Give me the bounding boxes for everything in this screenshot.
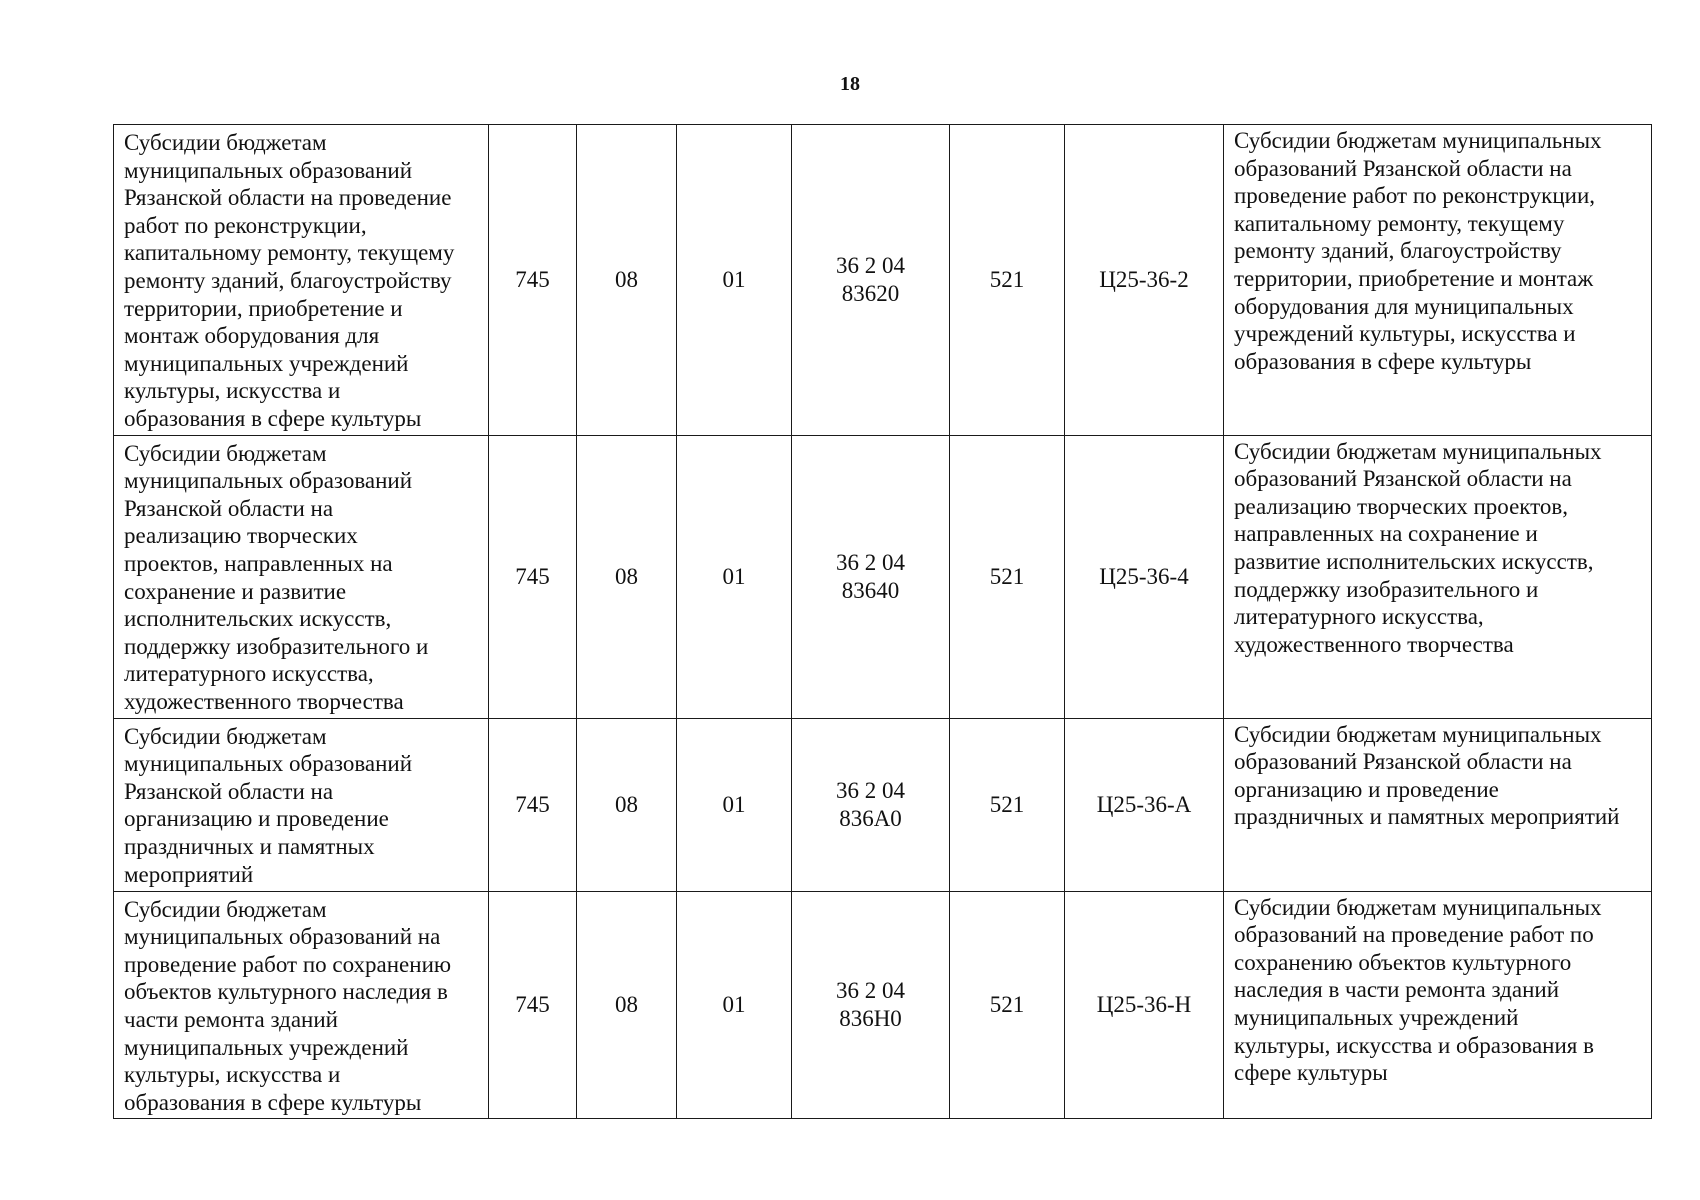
table-row bbox=[114, 891, 1652, 1119]
purpose-code-cell: Ц25-36-2 bbox=[1065, 125, 1224, 436]
table-row bbox=[114, 125, 1652, 436]
row-description: Субсидии бюджетам муниципальных образований на проведение работ по сохранению объектов культурного наследия в части ремонта зданий муниципальных учреждений культуры, искусства и образования в сфере культуры bbox=[114, 891, 489, 1119]
expense-type-cell: 521 bbox=[950, 435, 1065, 718]
admin-code-cell: 745 bbox=[489, 891, 577, 1119]
section-code-cell: 08 bbox=[577, 891, 677, 1119]
target-article-cell: 36 2 04 83640 bbox=[792, 435, 950, 718]
purpose-code-cell: Ц25-36-4 bbox=[1065, 435, 1224, 718]
purpose-code-cell: Ц25-36-А bbox=[1065, 718, 1224, 891]
subsection-code-cell: 01 bbox=[677, 435, 792, 718]
row-description: Субсидии бюджетам муниципальных образований Рязанской области на организацию и проведение праздничных и памятных мероприятий bbox=[114, 718, 489, 891]
admin-code-cell: 745 bbox=[489, 125, 577, 436]
expense-type-cell: 521 bbox=[950, 891, 1065, 1119]
table-row bbox=[114, 435, 1652, 718]
purpose-code-cell: Ц25-36-Н bbox=[1065, 891, 1224, 1119]
subsection-code-cell: 01 bbox=[677, 891, 792, 1119]
table-row bbox=[114, 718, 1652, 891]
target-article-cell: 36 2 04 836H0 bbox=[792, 891, 950, 1119]
section-code-cell: 08 bbox=[577, 125, 677, 436]
budget-table bbox=[113, 124, 1652, 1119]
expense-type-cell: 521 bbox=[950, 125, 1065, 436]
section-code-cell: 08 bbox=[577, 435, 677, 718]
subsection-code-cell: 01 bbox=[677, 718, 792, 891]
row-description: Субсидии бюджетам муниципальных образований Рязанской области на проведение работ по реконструкции, капитальному ремонту, текущему ремонту зданий, благоустройству территории, приобретение и монтаж оборудования для муниципальных учреждений культуры, искусства и образования в сфере культуры bbox=[114, 125, 489, 436]
purpose-description: Субсидии бюджетам муниципальных образований Рязанской области на проведение работ по реконструкции, капитальному ремонту, текущему ремонту зданий, благоустройству территории, приобретение и монтаж оборудования для муниципальных учреждений культуры, искусства и образования в сфере культуры bbox=[1224, 125, 1652, 436]
target-article-cell: 36 2 04 836A0 bbox=[792, 718, 950, 891]
expense-type-cell: 521 bbox=[950, 718, 1065, 891]
page-number: 18 bbox=[840, 73, 860, 95]
subsection-code-cell: 01 bbox=[677, 125, 792, 436]
admin-code-cell: 745 bbox=[489, 435, 577, 718]
purpose-description: Субсидии бюджетам муниципальных образований на проведение работ по сохранению объектов культурного наследия в части ремонта зданий муниципальных учреждений культуры, искусства и образования в сфере культуры bbox=[1224, 891, 1652, 1119]
target-article-cell: 36 2 04 83620 bbox=[792, 125, 950, 436]
purpose-description: Субсидии бюджетам муниципальных образований Рязанской области на реализацию творческих проектов, направленных на сохранение и развитие исполнительских искусств, поддержку изобразительного и литературного искусства, художественного творчества bbox=[1224, 435, 1652, 718]
section-code-cell: 08 bbox=[577, 718, 677, 891]
admin-code-cell: 745 bbox=[489, 718, 577, 891]
purpose-description: Субсидии бюджетам муниципальных образований Рязанской области на организацию и проведение праздничных и памятных мероприятий bbox=[1224, 718, 1652, 891]
row-description: Субсидии бюджетам муниципальных образований Рязанской области на реализацию творческих проектов, направленных на сохранение и развитие исполнительских искусств, поддержку изобразительного и литературного искусства, художественного творчества bbox=[114, 435, 489, 718]
